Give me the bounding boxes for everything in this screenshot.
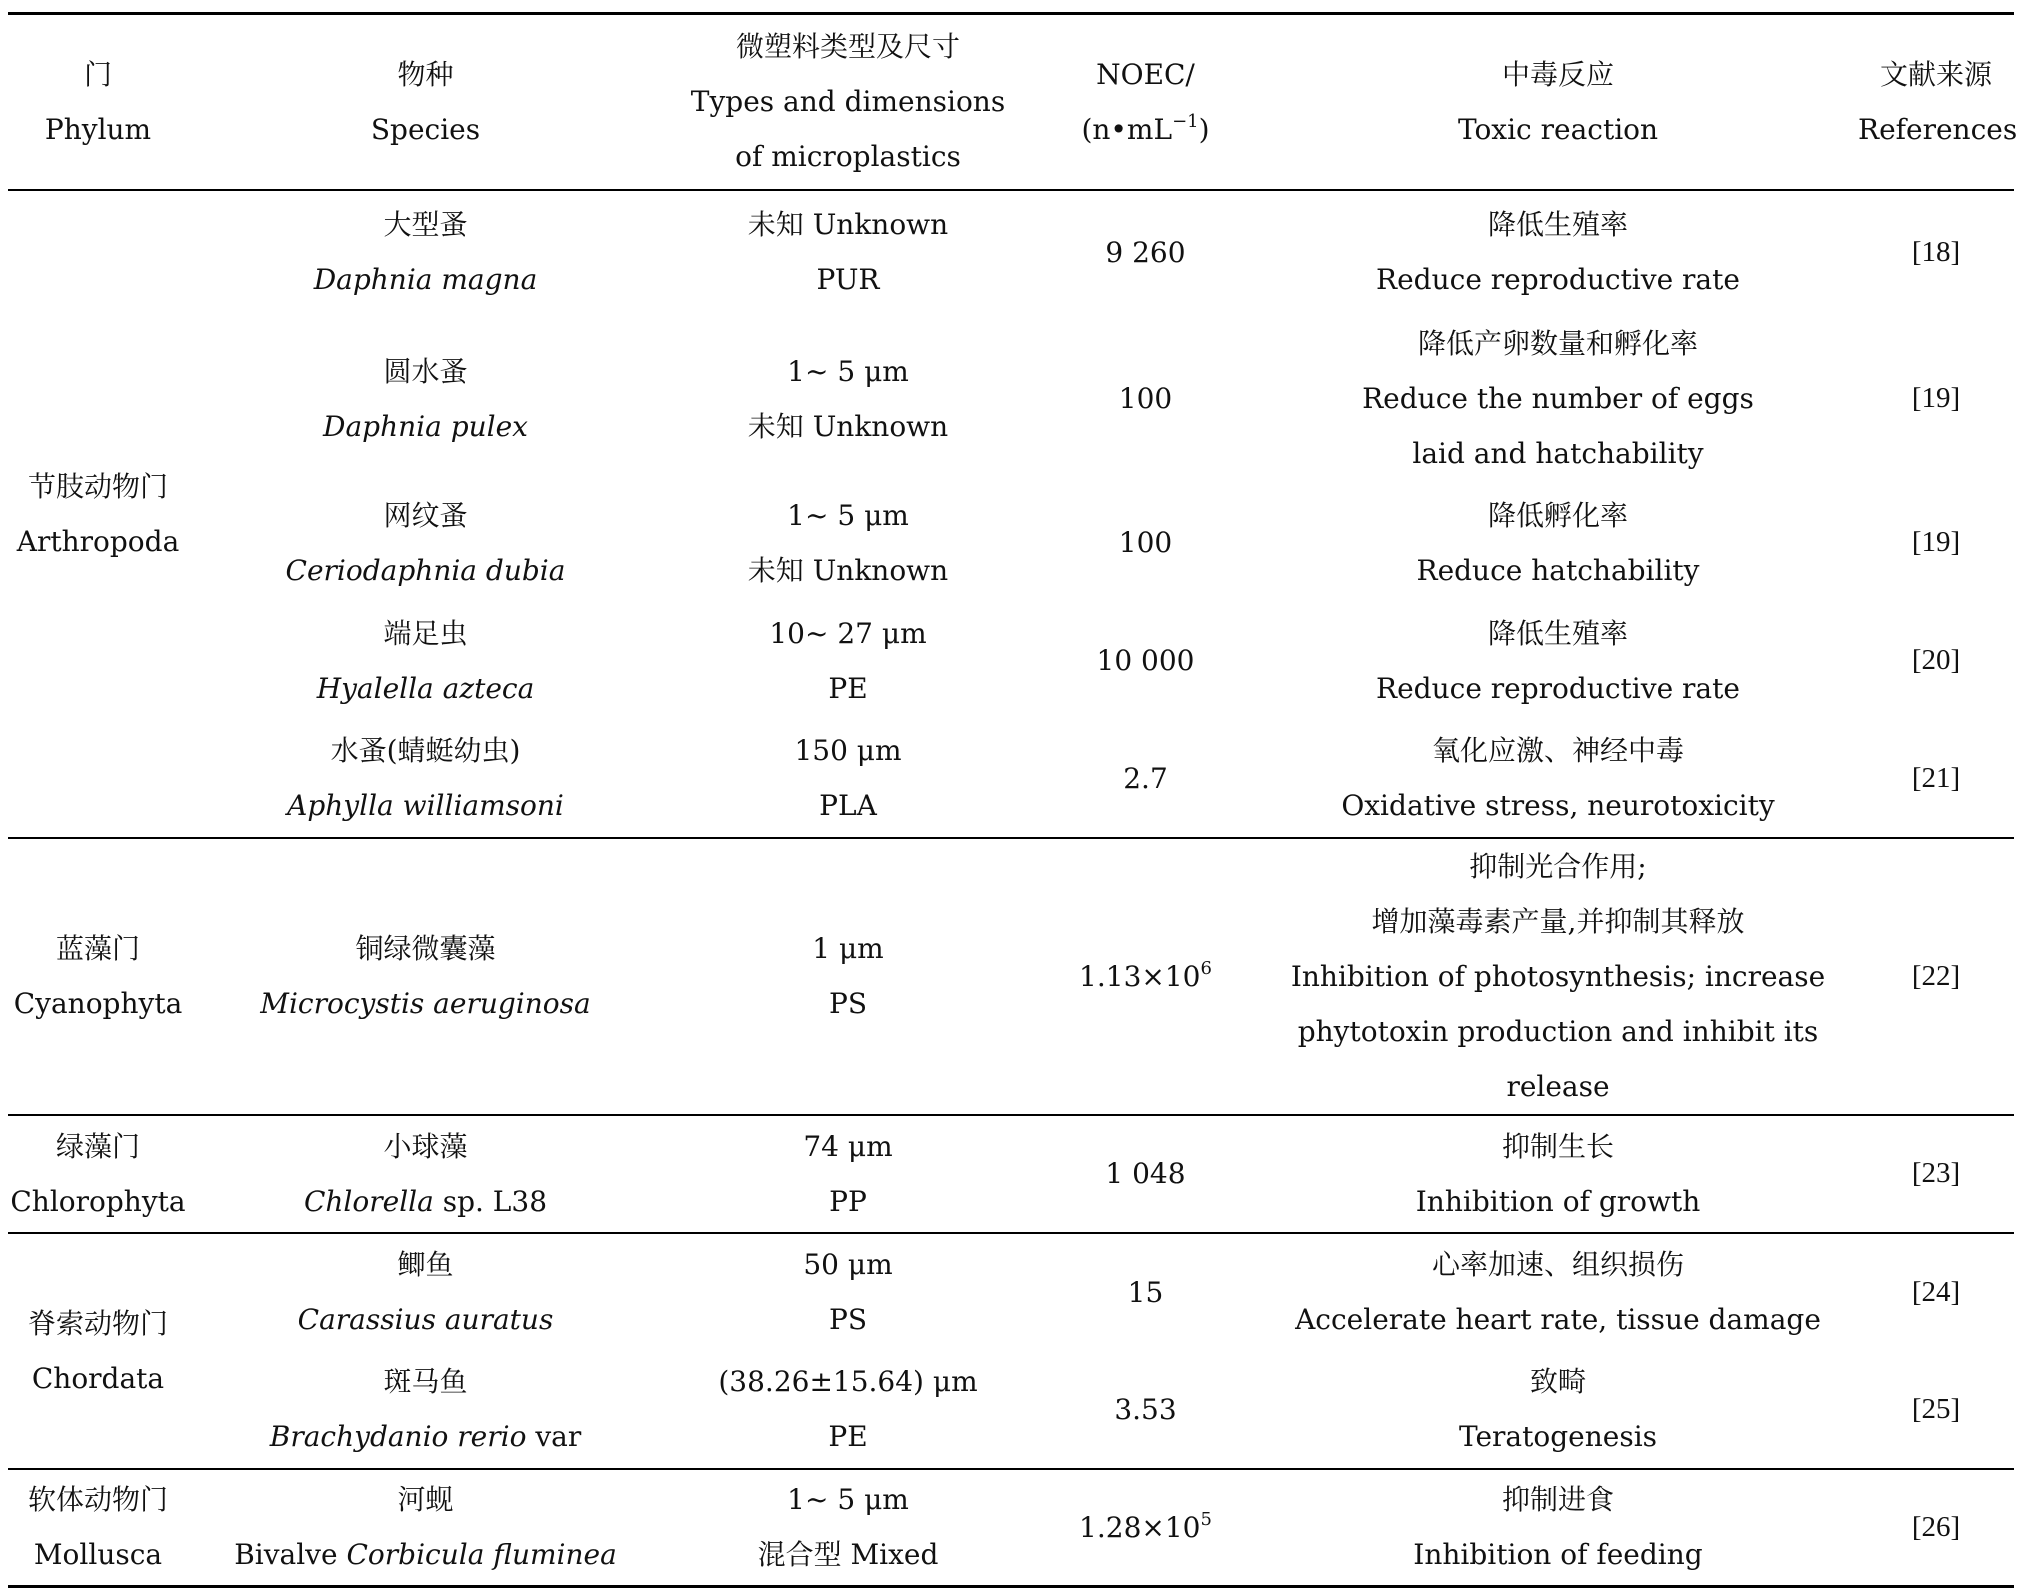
reference-cell: [26] (1858, 1469, 2014, 1587)
toxic-cell: 抑制光合作用; 增加藻毒素产量,并抑制其释放 Inhibition of photosynthesis; increase phytotoxin production and inhibit its release (1258, 838, 1858, 1115)
species-cell: 大型蚤 Daphnia magna (188, 190, 663, 314)
phylum-cell: 蓝藻门 Cyanophyta (8, 838, 188, 1115)
type-cell: 1~ 5 μm 未知 Unknown (747, 498, 949, 587)
toxic-cell: 降低生殖率 Reduce reproductive rate (1258, 190, 1858, 314)
noec-cell: $1.28\times 10^5$ (1033, 1469, 1258, 1587)
noec-cell: 100 (1118, 526, 1173, 559)
species-cell: 圆水蚤 Daphnia pulex (323, 354, 528, 443)
table-row (8, 720, 2014, 838)
header-noec: NOEC/ $(n•mL^{-1})$ (1033, 14, 1258, 190)
species-cell: 小球藻 Chlorella sp. L38 (188, 1115, 663, 1233)
type-cell: 1~ 5 μm 未知 Unknown (747, 354, 949, 443)
type-cell: (38.26±15.64) μm PE (718, 1365, 978, 1453)
header-types: 微塑料类型及尺寸 Types and dimensions of microplastics (663, 14, 1033, 190)
noec-cell: 3.53 (1114, 1392, 1177, 1426)
toxic-cell: 心率加速、组织损伤 Accelerate heart rate, tissue damage (1258, 1233, 1858, 1351)
noec-cell: 15 (1033, 1233, 1258, 1351)
species-cell: 鲫鱼 Carassius auratus (188, 1233, 663, 1351)
reference-cell: [19] (1911, 526, 1961, 558)
table-row (8, 1469, 2014, 1587)
reference-cell: [18] (1858, 190, 2014, 314)
type-cell: 1~ 5 μm 混合型 Mixed (663, 1469, 1033, 1587)
reference-cell: [22] (1858, 838, 2014, 1115)
type-cell: 1 μm PS (663, 838, 1033, 1115)
table-row (8, 314, 2014, 484)
type-cell: 10~ 27 μm PE (769, 616, 927, 705)
noec-cell: 9 260 (1033, 190, 1258, 314)
toxic-cell: 抑制进食 Inhibition of feeding (1258, 1469, 1858, 1587)
species-cell: 网纹蚤 Ceriodaphnia dubia (285, 498, 566, 587)
reference-cell: [23] (1858, 1115, 2014, 1233)
species-cell: 河蚬 Bivalve Corbicula fluminea (188, 1469, 663, 1587)
reference-cell: [19] (1911, 382, 1961, 414)
noec-cell: 2.7 (1123, 761, 1168, 795)
header-row (8, 14, 2014, 190)
phylum-cell: 绿藻门 Chlorophyta (8, 1115, 188, 1233)
type-cell: 50 μm PS (663, 1233, 1033, 1351)
phylum-cell: 节肢动物门 Arthropoda (8, 190, 188, 838)
toxic-cell: 抑制生长 Inhibition of growth (1258, 1115, 1858, 1233)
table-row (8, 1233, 2014, 1351)
species-cell: 水蚤(蜻蜓幼虫) Aphylla williamsoni (287, 734, 564, 822)
table-row (8, 602, 2014, 720)
phylum-cell: 软体动物门 Mollusca (8, 1469, 188, 1587)
table-row (8, 838, 2014, 1115)
table-row (8, 1115, 2014, 1233)
toxic-cell: 致畸 Teratogenesis (1458, 1365, 1658, 1453)
type-cell: 未知 Unknown PUR (663, 190, 1033, 314)
species-cell: 端足虫 Hyalella azteca (316, 616, 535, 705)
header-references: 文献来源 References (1858, 14, 2014, 190)
table-row (8, 484, 2014, 602)
species-cell: 斑马鱼 Brachydanio rerio var (269, 1365, 582, 1453)
toxic-cell: 降低孵化率 Reduce hatchability (1416, 498, 1700, 587)
reference-cell: [21] (1911, 761, 1961, 794)
table-row (8, 1351, 2014, 1469)
toxic-cell: 降低生殖率 Reduce reproductive rate (1376, 616, 1740, 705)
toxic-cell: 氧化应激、神经中毒 Oxidative stress, neurotoxicity (1341, 734, 1775, 822)
header-species: 物种 Species (188, 14, 663, 190)
toxic-cell: 降低产卵数量和孵化率 Reduce the number of eggs laid and hatchability (1362, 327, 1754, 470)
header-phylum: 门 Phylum (8, 14, 188, 190)
species-cell: 铜绿微囊藻 Microcystis aeruginosa (188, 838, 663, 1115)
reference-cell: [25] (1911, 1392, 1961, 1425)
phylum-cell: 脊索动物门 Chordata (8, 1233, 188, 1469)
type-cell: 150 μm PLA (794, 734, 902, 822)
type-cell: 74 μm PP (663, 1115, 1033, 1233)
noec-cell: $1.13\times 10^6$ (1033, 838, 1258, 1115)
reference-cell: [20] (1911, 644, 1961, 676)
noec-cell: 100 (1118, 382, 1173, 415)
header-toxic-reaction: 中毒反应 Toxic reaction (1258, 14, 1858, 190)
noec-cell: 10 000 (1096, 644, 1195, 677)
noec-cell: 1 048 (1033, 1115, 1258, 1233)
table-row (8, 190, 2014, 314)
microplastic-toxicity-table (8, 12, 2018, 1588)
reference-cell: [24] (1858, 1233, 2014, 1351)
